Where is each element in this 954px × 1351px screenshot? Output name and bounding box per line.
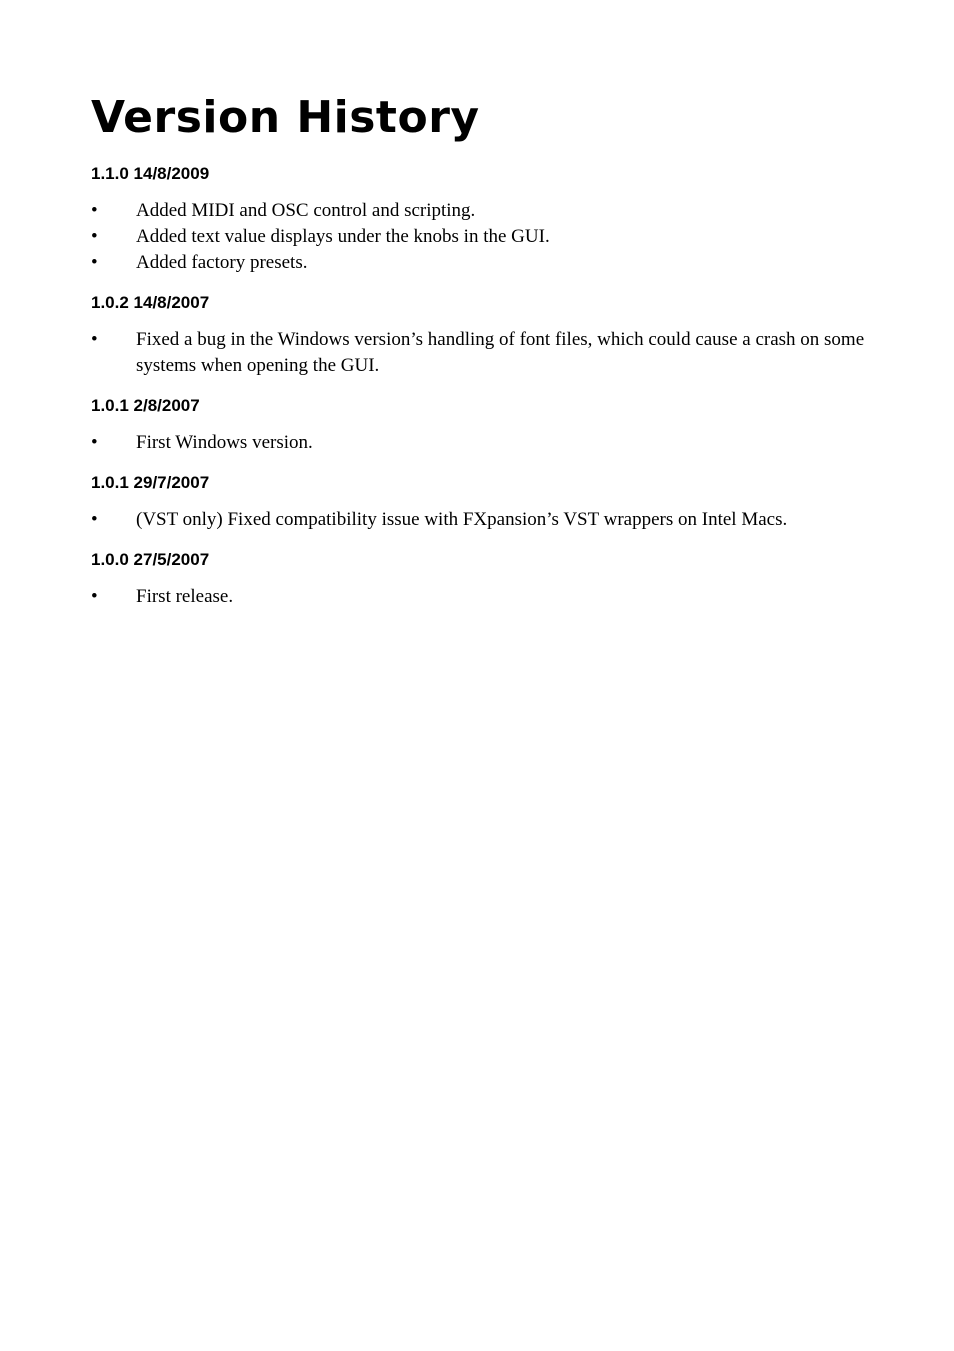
change-text: First release. <box>136 586 234 607</box>
bullet-icon: • <box>91 226 98 247</box>
bullet-icon: • <box>91 586 98 607</box>
version-section <box>91 395 871 456</box>
version-heading: 1.0.1 2/8/2007 <box>91 396 200 415</box>
change-list <box>91 198 871 276</box>
change-list <box>91 507 871 533</box>
change-text: Added MIDI and OSC control and scripting. <box>136 200 476 221</box>
change-item <box>91 327 871 379</box>
change-item <box>91 250 871 276</box>
change-item <box>91 507 871 533</box>
bullet-icon: • <box>91 432 98 453</box>
change-text: Added text value displays under the knobs in the GUI. <box>136 226 550 247</box>
change-item <box>91 198 871 224</box>
change-item <box>91 430 871 456</box>
change-list <box>91 584 871 610</box>
bullet-icon: • <box>91 509 98 530</box>
version-section <box>91 163 871 276</box>
change-text: Added factory presets. <box>136 252 308 273</box>
document-page <box>91 88 871 626</box>
change-list <box>91 327 871 379</box>
bullet-icon: • <box>91 252 98 273</box>
change-text: (VST only) Fixed compatibility issue with FXpansion’s VST wrappers on Intel Macs. <box>136 509 788 530</box>
version-section <box>91 472 871 533</box>
change-item <box>91 584 871 610</box>
version-heading: 1.0.1 29/7/2007 <box>91 473 210 492</box>
version-heading: 1.0.0 27/5/2007 <box>91 550 210 569</box>
version-heading: 1.1.0 14/8/2009 <box>91 164 210 183</box>
bullet-icon: • <box>91 200 98 221</box>
bullet-icon: • <box>91 329 98 350</box>
version-section <box>91 549 871 610</box>
change-item <box>91 224 871 250</box>
change-list <box>91 430 871 456</box>
change-text: Fixed a bug in the Windows version’s handling of font files, which could cause a crash on some systems when opening the GUI. <box>136 329 865 376</box>
version-section <box>91 292 871 379</box>
version-heading: 1.0.2 14/8/2007 <box>91 293 210 312</box>
page-title: Version History <box>91 92 480 143</box>
change-text: First Windows version. <box>136 432 313 453</box>
